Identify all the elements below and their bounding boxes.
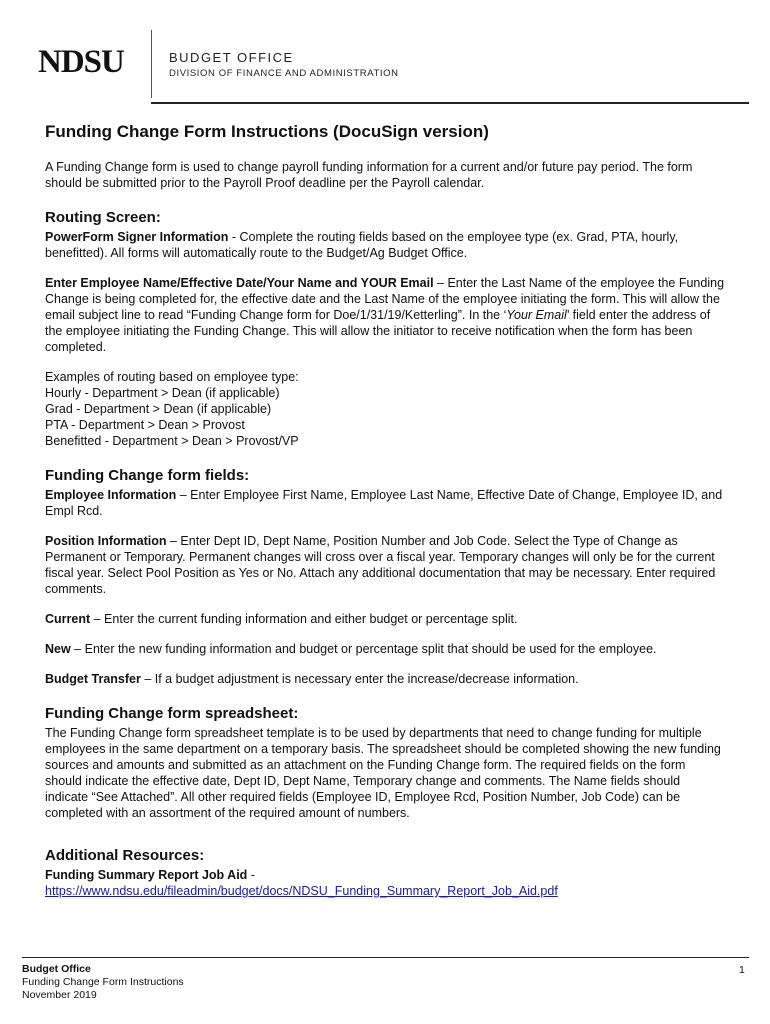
header-rule (151, 102, 749, 104)
new-text: – Enter the new funding information and budget or percentage split that should be used for the employee. (70, 642, 657, 656)
routing-heading: Routing Screen: (45, 209, 161, 226)
transfer-text: – If a budget adjustment is necessary enter the increase/decrease information. (140, 672, 579, 686)
enter-paragraph (45, 275, 725, 355)
division-name: DIVISION OF FINANCE AND ADMINISTRATION (169, 68, 399, 79)
position-text: – Enter Dept ID, Dept Name, Position Number and Job Code. Select the Type of Change as Permanent or Temporary. Permanent changes will cross over a fiscal year. Temporary changes will only be for the current fiscal year. Select Pool Position as Yes or No. Attach any additional documentation that may be necessary. Enter required comments. (45, 534, 716, 596)
new-paragraph (45, 641, 725, 657)
signer-label: PowerForm Signer Information (45, 230, 229, 244)
page-number: 1 (739, 964, 745, 976)
header-divider (151, 30, 152, 98)
enter-text-1: – Enter the Last Name of the employee the Funding Change is being completed for, the effective date and the Last Name of the employee initiating the form. This will allow the email subject line to read “Funding Change form for Doe/1/31/19/Ketterling”. In the ‘ (45, 276, 725, 322)
your-email-italic: Your Email (506, 308, 567, 322)
employee-text: – Enter Employee First Name, Employee Last Name, Effective Date of Change, Employee ID, and Empl Rcd. (45, 488, 723, 518)
page-footer (22, 963, 184, 1002)
example-item: Hourly - Department > Dean (if applicable) (45, 386, 280, 400)
example-item: Grad - Department > Dean (if applicable) (45, 402, 272, 416)
job-aid-link[interactable]: https://www.ndsu.edu/fileadmin/budget/docs/NDSU_Funding_Summary_Report_Job_Aid.pdf (45, 884, 558, 898)
footer-date: November 2019 (22, 989, 97, 1001)
current-label: Current (45, 612, 91, 626)
intro-paragraph: A Funding Change form is used to change payroll funding information for a current and/or future pay period. The form should be submitted prior to the Payroll Proof deadline per the Payroll calendar. (45, 160, 693, 190)
signer-text: - Complete the routing fields based on the employee type (ex. Grad, PTA, hourly, benefitted). All forms will automatically route to the Budget/Ag Budget Office. (45, 230, 679, 260)
footer-office: Budget Office (22, 963, 91, 975)
employee-label: Employee Information (45, 488, 177, 502)
signer-paragraph (45, 229, 725, 261)
resources-heading: Additional Resources: (45, 847, 205, 864)
job-aid-label: Funding Summary Report Job Aid (45, 868, 248, 882)
example-item: Benefitted - Department > Dean > Provost/VP (45, 434, 299, 448)
example-item: PTA - Department > Dean > Provost (45, 418, 245, 432)
employee-paragraph (45, 487, 725, 519)
enter-text-2: ’ field enter the address of the employee initiating the Funding Change. This will allow the initiator to receive notification when the form has been completed. (45, 308, 711, 354)
current-paragraph (45, 611, 725, 627)
document-body (45, 122, 725, 899)
spreadsheet-heading: Funding Change form spreadsheet: (45, 705, 299, 722)
transfer-label: Budget Transfer (45, 672, 141, 686)
footer-rule (22, 957, 749, 958)
position-paragraph (45, 533, 725, 597)
new-label: New (45, 642, 71, 656)
document-title: Funding Change Form Instructions (DocuSign version) (45, 122, 489, 141)
examples-intro: Examples of routing based on employee type: (45, 370, 299, 384)
office-name: BUDGET OFFICE (169, 50, 294, 65)
ndsu-logo: NDSU (38, 44, 124, 80)
job-aid-line (45, 867, 725, 883)
job-aid-link-line (45, 883, 725, 899)
job-aid-separator: - (247, 868, 255, 882)
transfer-paragraph (45, 671, 725, 687)
fields-heading: Funding Change form fields: (45, 467, 250, 484)
footer-doc-title: Funding Change Form Instructions (22, 976, 184, 988)
spreadsheet-paragraph: The Funding Change form spreadsheet template is to be used by departments that need to change funding for multiple employees in the same department on a temporary basis. The spreadsheet should be completed showing the new funding sources and amounts and submitted as an attachment on the Funding Change form. The required fields on the form should indicate the effective date, Dept ID, Dept Name, Temporary change and comments. The Name fields should indicate “See Attached”. All other required fields (Employee ID, Employee Rcd, Position Number, Job Code) can be completed with an assortment of the required amount of numbers. (45, 726, 721, 820)
current-text: – Enter the current funding information and either budget or percentage split. (90, 612, 518, 626)
page-header (0, 0, 770, 105)
position-label: Position Information (45, 534, 167, 548)
enter-label: Enter Employee Name/Effective Date/Your Name and YOUR Email (45, 276, 434, 290)
